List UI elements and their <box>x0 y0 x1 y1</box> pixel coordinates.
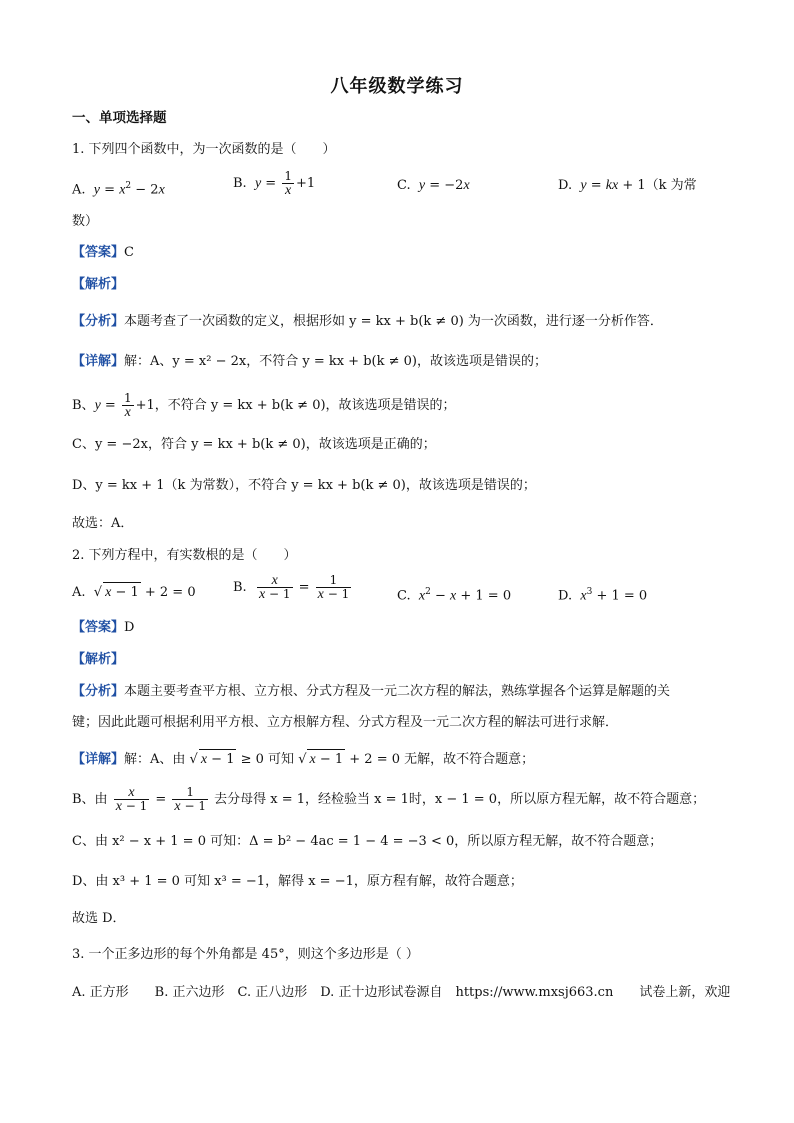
q2-answer: 【答案】D <box>72 620 135 635</box>
q1-answer: 【答案】C <box>72 245 134 260</box>
q2-detail-b: B、由 $\frac{x}{x - 1}$ = $\frac{1}{x - 1}$ 去分母得 x = 1，经检验当 x = 1时，x − 1 = 0，所以原方程无解，故不符合题意； <box>72 785 706 814</box>
q1-detail-a: 【详解】解：A、y = x² − 2x，不符合 y = kx + b(k ≠ 0)，故该选项是错误的； <box>72 354 547 369</box>
q1-fenxi: 【分析】本题考查了一次函数的定义，根据形如 y = kx + b(k ≠ 0) 为一次函数，进行逐一分析作答． <box>72 314 663 329</box>
q2-options <box>72 573 732 608</box>
q1-detail-b: B、y = $\frac{1}{x}$ +1，不符合 y = kx + b(k ≠ 0)，故该选项是错误的； <box>72 391 456 420</box>
q1-option-d: D. y = kx + 1（k 为常 <box>558 178 697 193</box>
q2-analysis-label: 【解析】 <box>72 652 125 667</box>
q1-analysis-label: 【解析】 <box>72 277 125 292</box>
q2-detail-d: D、由 x³ + 1 = 0 可知 x³ = −1，解得 x = −1，原方程有解，故符合题意； <box>72 874 523 889</box>
answer-label: 【答案】 <box>72 245 125 260</box>
q1-detail-d: D、y = kx + 1（k 为常数），不符合 y = kx + b(k ≠ 0)，故该选项是错误的； <box>72 478 536 493</box>
q2-option-d: D. $x^3 + 1 = 0$ <box>558 587 648 604</box>
page-title: 八年级数学练习 <box>330 76 464 97</box>
q1-conclusion: 故选：A． <box>72 516 134 531</box>
section-heading: 一、单项选择题 <box>72 110 167 126</box>
q2-fenxi-1: 【分析】本题主要考查平方根、立方根、分式方程及一元二次方程的解法，熟练掌握各个运算是解题的关 <box>72 684 671 699</box>
q2-stem: 2. 下列方程中，有实数根的是（ ） <box>72 548 297 563</box>
q2-option-a: A. √ x − 1 + 2 = 0 <box>72 582 196 603</box>
q2-detail-c: C、由 x² − x + 1 = 0 可知：Δ = b² − 4ac = 1 − 4 = −3 < 0，所以原方程无解，故不符合题意； <box>72 834 663 849</box>
q1-option-a: A. $y = x^2 - 2x$ <box>72 181 165 198</box>
q2-fenxi-2: 键；因此此题可根据利用平方根、立方根解方程、分式方程及一元二次方程的解法可进行求解． <box>72 715 619 730</box>
q3-options: A. 正方形 B. 正六边形 C. 正八边形 D. 正十边形试卷源自 https://www.mxsj663.cn 试卷上新，欢迎 <box>72 985 731 1000</box>
q2-option-c: C. $x^2 - x + 1 = 0$ <box>397 587 512 604</box>
q1-option-d-wrap: 数） <box>72 214 99 229</box>
q2-option-b: B. $\frac{x}{x - 1}$ = $\frac{1}{x - 1}$ <box>233 573 350 602</box>
q1-options <box>72 169 732 200</box>
q1-detail-c: C、y = −2x，符合 y = kx + b(k ≠ 0)，故该选项是正确的； <box>72 437 436 452</box>
q3-stem: 3. 一个正多边形的每个外角都是 45°，则这个多边形是（ ） <box>72 947 419 962</box>
q2-conclusion: 故选 D． <box>72 911 126 926</box>
q2-detail-a: 【详解】解：A、由 √ x − 1 ≥ 0 可知 √ x − 1 + 2 = 0 无解，故不符合题意； <box>72 749 534 770</box>
q1-option-c: C. y = −2x <box>397 178 470 193</box>
q1-option-b: B. y = $\frac{1}{x}$ +1 <box>233 169 316 198</box>
q1-stem: 1. 下列四个函数中，为一次函数的是（ ） <box>72 142 336 157</box>
